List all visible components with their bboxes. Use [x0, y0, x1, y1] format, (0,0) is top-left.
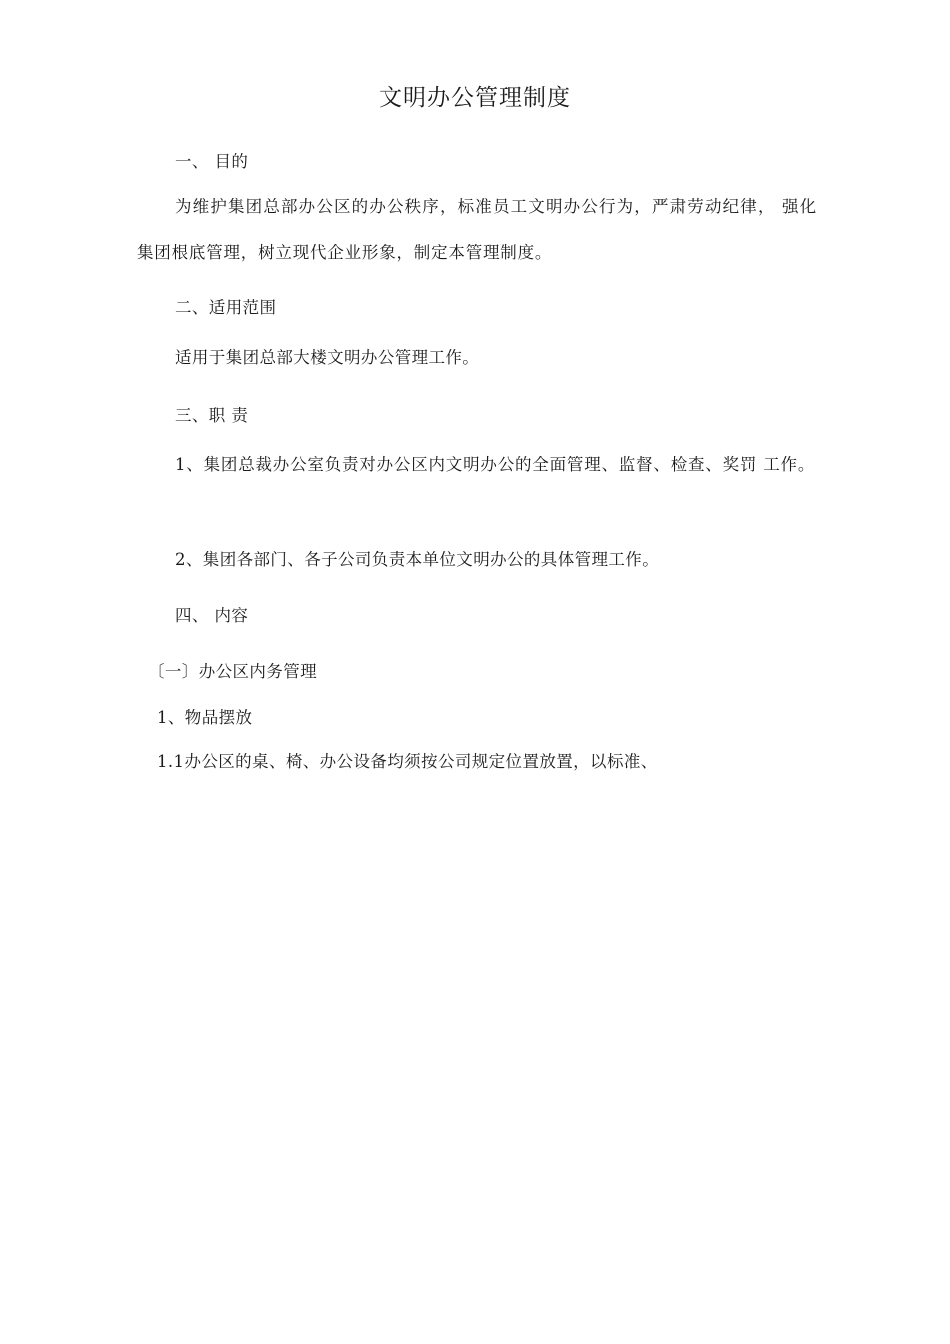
paragraph-purpose: 为维护集团总部办公区的办公秩序，标准员工文明办公行为，严肃劳动纪律， 强化集团根底管理，树立现代企业形象，制定本管理制度。: [137, 197, 817, 262]
section-heading-purpose: 一、 目的: [175, 152, 249, 171]
document-title: 文明办公管理制度: [379, 85, 571, 111]
section-heading-responsibilities: 三、职 责: [175, 406, 249, 425]
subsection-heading-office-affairs: 〔一〕办公区内务管理: [148, 662, 317, 681]
paragraph-responsibility-2: 2、集团各部门、各子公司负责本单位文明办公的具体管理工作。: [175, 550, 660, 569]
paragraph-responsibility-1: 1、集团总裁办公室负责对办公区内文明办公的全面管理、监督、检查、奖罚 工作。: [175, 455, 816, 474]
item-heading-item-placement: 1、物品摆放: [157, 708, 253, 727]
section-heading-scope: 二、适用范围: [175, 298, 277, 317]
paragraph-scope: 适用于集团总部大楼文明办公管理工作。: [175, 348, 480, 367]
paragraph-item-1-1: 1.1办公区的桌、椅、办公设备均须按公司规定位置放置，以标准、: [157, 752, 658, 771]
section-heading-content: 四、 内容: [175, 606, 249, 625]
